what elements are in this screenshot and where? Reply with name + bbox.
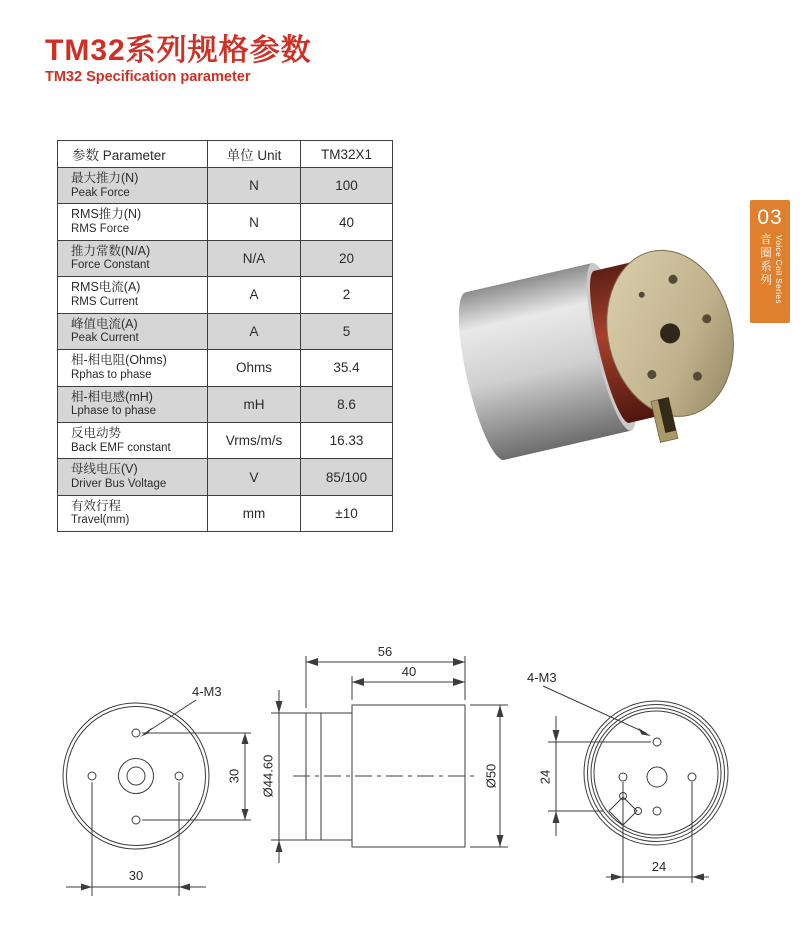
rear-view-drawing (527, 670, 728, 883)
param-name-cn: RMS电流(A) (71, 280, 141, 295)
product-photo (448, 226, 748, 474)
table-row (58, 386, 393, 422)
table-row (58, 350, 393, 386)
side-dim-diameter-label: Ø50 (483, 763, 499, 789)
table-row (58, 313, 393, 349)
series-label-cn: 音圈系列 (759, 233, 771, 287)
param-value: ±10 (301, 495, 393, 531)
table-row (58, 168, 393, 204)
front-dim-vertical-label: 30 (226, 768, 242, 784)
param-unit: N (208, 168, 301, 204)
param-name-en: Force Constant (71, 259, 150, 272)
col-header-parameter: 参数 Parameter (58, 141, 208, 168)
param-name-cn: 最大推力(N) (71, 171, 139, 185)
param-unit: Vrms/m/s (208, 422, 301, 458)
param-unit: A (208, 277, 301, 313)
side-dim-body-label: 40 (401, 664, 417, 679)
page-title: TM32系列规格参数 (45, 34, 312, 67)
param-name-en: Driver Bus Voltage (71, 478, 167, 490)
table-row (58, 240, 393, 276)
spec-table-header-row (58, 141, 393, 168)
series-label-en: Voice Coil Series (774, 235, 783, 304)
param-name-cn: 相-相电感(mH) (71, 389, 153, 404)
param-value: 100 (301, 168, 393, 204)
front-dim-horizontal-label: 30 (128, 868, 144, 883)
param-name-cn: 推力常数(N/A) (71, 243, 151, 258)
rear-dim-horizontal-label: 24 (651, 859, 667, 874)
param-value: 35.4 (301, 350, 393, 386)
param-unit: V (208, 459, 301, 495)
param-name-cn: 相-相电阻(Ohms) (71, 353, 167, 368)
param-unit: mm (208, 495, 301, 531)
table-row (58, 495, 393, 531)
col-header-unit: 单位 Unit (208, 141, 301, 168)
front-view-drawing (63, 684, 251, 896)
series-labels (757, 233, 783, 304)
series-tab (750, 200, 790, 323)
page-subtitle: TM32 Specification parameter (45, 69, 251, 85)
param-name-cn: RMS推力(N) (71, 207, 142, 222)
spec-table-body (58, 168, 393, 532)
table-row (58, 422, 393, 458)
technical-drawings (0, 630, 800, 949)
param-value: 8.6 (301, 386, 393, 422)
col-header-model: TM32X1 (301, 141, 393, 168)
param-name-en: Travel(mm) (71, 514, 130, 527)
table-row (58, 204, 393, 240)
param-value: 40 (301, 204, 393, 240)
motor-illustration (448, 236, 748, 474)
front-thread-label: 4-M3 (192, 684, 222, 699)
series-number: 03 (757, 206, 783, 229)
param-value: 5 (301, 313, 393, 349)
param-unit: A (208, 313, 301, 349)
param-name-en: Lphase to phase (71, 405, 157, 418)
param-name-cn: 有效行程 (71, 498, 122, 513)
param-name-cn: 反电动势 (71, 425, 122, 440)
param-value: 16.33 (301, 422, 393, 458)
param-name-cn: 峰值电流(A) (71, 316, 138, 331)
param-value: 85/100 (301, 459, 393, 495)
side-dim-total-label: 56 (377, 644, 393, 659)
rear-dim-vertical-label: 24 (537, 769, 553, 785)
table-row (58, 277, 393, 313)
param-name-en: Peak Current (71, 332, 139, 345)
spec-table (57, 140, 393, 532)
param-name-en: Peak Force (71, 186, 130, 199)
param-unit: N/A (208, 240, 301, 276)
param-value: 20 (301, 240, 393, 276)
param-value: 2 (301, 277, 393, 313)
param-unit: Ohms (208, 350, 301, 386)
rear-thread-label: 4-M3 (527, 670, 557, 685)
param-unit: mH (208, 386, 301, 422)
param-name-en: Back EMF constant (71, 441, 171, 454)
side-view-drawing (261, 644, 509, 863)
param-name-cn: 母线电压(V) (71, 462, 138, 477)
table-row (58, 459, 393, 495)
param-name-en: RMS Force (71, 223, 130, 236)
param-unit: N (208, 204, 301, 240)
page-header (45, 34, 312, 85)
param-name-en: Rphas to phase (71, 368, 152, 381)
side-dim-step-diameter-label: Ø44.60 (260, 754, 276, 798)
param-name-en: RMS Current (71, 295, 139, 308)
